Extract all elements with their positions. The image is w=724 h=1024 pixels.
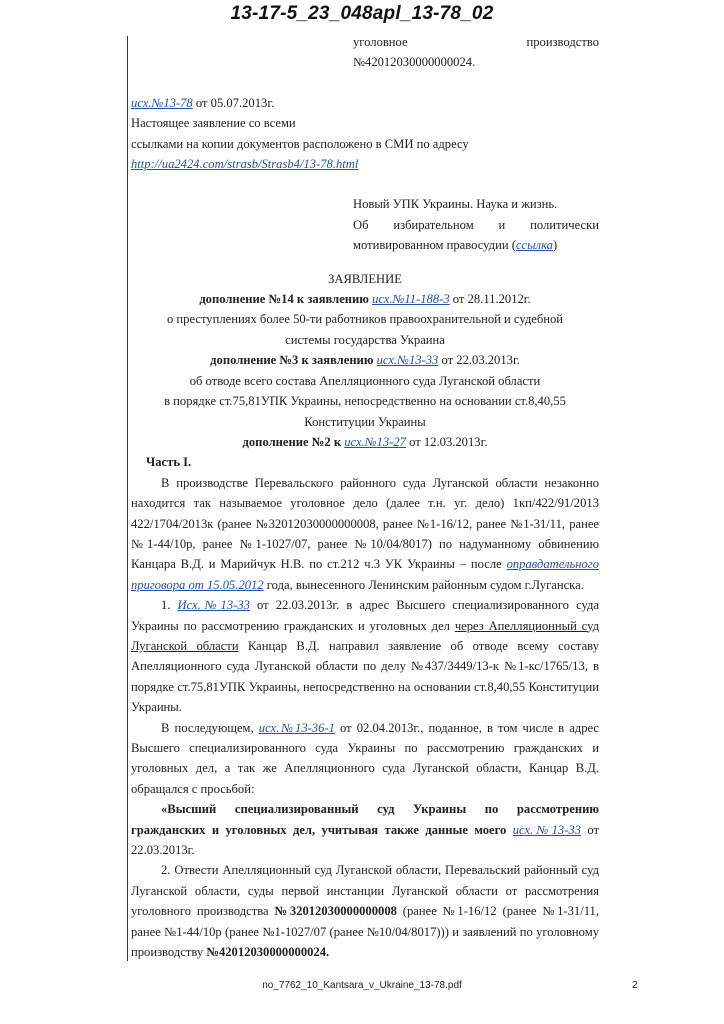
para3-link[interactable]: исх.№13-36-1 xyxy=(258,720,335,735)
right-block-line1: Новый УПК Украины. Наука и жизнь. xyxy=(353,197,558,212)
reference-block xyxy=(131,93,599,175)
para5-text-a: 2. Отвести Апелляционный суд Луганской области, Перевальский районный суд Луганской области, суды первой инстанции Луганской области от рассмотрения уголовного производства xyxy=(131,863,599,919)
statement-recusal-line1: об отводе всего состава Апелляционного суда Луганской области xyxy=(189,373,541,388)
right-block-line3-text: мотивированном правосудии ( xyxy=(353,238,516,253)
statement-recusal-line3: Конституции Украины xyxy=(304,414,426,429)
para5-text-b: (ранее №1-16/12 (ранее №1-31/11, ранее №1-44/10р (ранее №1-1027/07 (ранее №10/04/8017))) и заявлений по уголовному производству xyxy=(131,904,599,960)
para4-text-b: от 22.03.2013г. xyxy=(131,822,599,858)
addendum14-link[interactable]: исх.№11-188-3 xyxy=(372,292,450,307)
para1-text-a: В производстве Перевальского районного суда Луганской области незаконно находится так называемое уголовное дело (далее т.н. уг. дело) 1кп/422/91/2013 422/1704/2013к (ранее №32012030000000008, ранее №1-16/12, ранее №1-31/11, ранее №1-44/10р, ранее №1-1027/07, ранее №10/04/8017) по надуманному обвинению Канцара В.Д. и Марийчук Н.В. по ст.212 ч.3 УК Украины – после xyxy=(131,475,599,572)
statement-addendum3 xyxy=(131,350,599,370)
top-block-line1 xyxy=(353,32,599,52)
right-block-link[interactable]: ссылка xyxy=(515,238,553,253)
right-block-word3: и xyxy=(498,217,506,232)
right-block-word4: политически xyxy=(530,217,599,232)
para2-underlined: через Апелляционный суд Луганской области xyxy=(131,618,599,653)
statement-crimes-line2: системы государства Украина xyxy=(285,332,445,347)
para2-link[interactable]: Исх.№13-33 xyxy=(177,598,250,613)
right-block-line2 xyxy=(353,215,599,235)
addendum2-text: дополнение №2 к xyxy=(242,434,345,449)
statement-title: ЗАЯВЛЕНИЕ xyxy=(328,271,402,286)
addendum14-text: дополнение №14 к заявлению xyxy=(199,292,373,307)
right-block-word2: избирательном xyxy=(393,217,474,232)
top-block-line2: №42012030000000024. xyxy=(353,55,476,70)
right-block xyxy=(353,194,599,255)
para3-text-a: В последующем, xyxy=(161,720,259,735)
reference-line1 xyxy=(131,93,599,113)
addendum2-link[interactable]: исх.№13-27 xyxy=(344,434,406,449)
addendum3-text: дополнение №3 к заявлению xyxy=(210,353,377,368)
para5-bold2: №42012030000000024. xyxy=(206,945,330,960)
statement-addendum2 xyxy=(131,432,599,452)
part1-section xyxy=(131,452,599,962)
document-page xyxy=(131,32,599,962)
para1-acquittal-link[interactable]: оправдательного приговора от 15.05.2012 xyxy=(131,557,599,592)
part1-heading: Часть I. xyxy=(146,455,192,470)
addendum3-date: от 22.03.2013г. xyxy=(438,353,520,368)
top-block-word-right: производство xyxy=(526,35,599,49)
footer-page-number: 2 xyxy=(632,980,638,991)
top-block-word-left: уголовное xyxy=(353,35,408,49)
left-margin-line xyxy=(127,36,128,961)
para5-bold1: №32012030000000008 xyxy=(274,904,397,919)
right-block-line3-end: ) xyxy=(552,238,558,253)
reference-link[interactable]: исх.№13-78 xyxy=(131,95,193,110)
para4-link[interactable]: исх.№13-33 xyxy=(512,822,581,837)
right-block-word1: Об xyxy=(353,217,369,232)
reference-date: от 05.07.2013г. xyxy=(192,95,275,110)
part1-paragraph4 xyxy=(131,799,599,860)
para3-text-b: от 02.04.2013г., поданное, в том числе в адрес Высшего специализированного суда Украины по рассмотрению гражданских и уголовных дел, а так же Апелляционного суда Луганской области, Канцар В.Д. обращался с просьбой: xyxy=(131,720,599,796)
reference-url-link[interactable]: http://ua2424.com/strasb/Strasb4/13-78.html xyxy=(131,157,359,172)
reference-line2: Настоящее заявление со всеми xyxy=(131,116,296,131)
para2-text-b: Канцар В.Д. направил заявление об отводе всему составу Апелляционного суда Луганской области по делу №437/3449/13-к №1-кс/1765/13, в порядке ст.75,81УПК Украины, непосредственно на основании ст.8,40,55 Конституции Украины. xyxy=(131,638,599,715)
para4-bold-text: «Высший специализированный суд Украины по рассмотрению гражданских и уголовных дел, учитывая также данные моего xyxy=(131,802,599,837)
part1-paragraph3 xyxy=(131,718,599,800)
para2-text-a: от 22.03.2013г. в адрес Высшего специализированного суда Украины по рассмотрению гражданских и уголовных дел xyxy=(131,598,599,633)
para2-number: 1. xyxy=(161,598,178,613)
top-block xyxy=(353,32,599,73)
part1-paragraph5 xyxy=(131,860,599,962)
statement-block xyxy=(131,269,599,453)
statement-crimes-line1: о преступлениях более 50-ти работников правоохранительной и судебной xyxy=(166,312,564,327)
addendum3-link[interactable]: исх.№13-33 xyxy=(376,353,439,368)
statement-recusal-line2: в порядке ст.75,81УПК Украины, непосредственно на основании ст.8,40,55 xyxy=(164,394,566,409)
addendum2-date: от 12.03.2013г. xyxy=(405,434,488,449)
document-header-title: 13-17-5_23_048apl_13-78_02 xyxy=(230,3,494,24)
statement-addendum14 xyxy=(131,289,599,309)
addendum14-date: от 28.11.2012г. xyxy=(449,292,531,307)
part1-paragraph2 xyxy=(131,595,599,717)
part1-paragraph1 xyxy=(131,473,599,595)
right-block-line3 xyxy=(353,235,599,255)
footer-filename: no_7762_10_Kantsara_v_Ukraine_13-78.pdf xyxy=(262,980,462,991)
reference-line3: ссылками на копии документов расположено в СМИ по адресу xyxy=(131,136,469,151)
para1-text-b: года, вынесенного Ленинским районным судом г.Луганска. xyxy=(263,577,584,592)
